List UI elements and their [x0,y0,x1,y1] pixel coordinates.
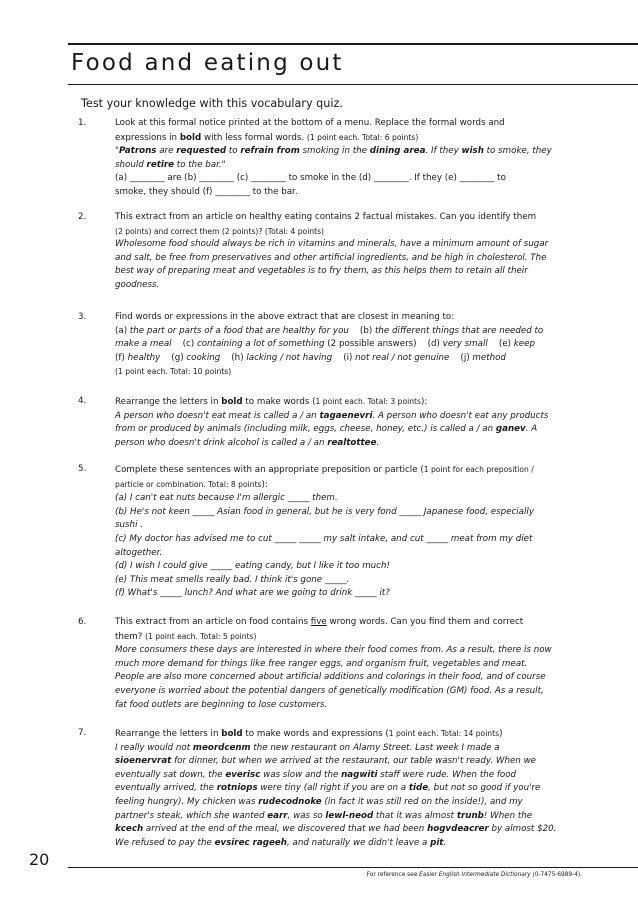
question-number: 4. [78,396,87,406]
definition-line: (f) healthy (g) cooking (h) lacking / not having (i) not real / not genuine (j) method [115,352,506,363]
story-line: We refused to pay the evsirec rageeh, and naturally we didn't leave a pit. [115,837,447,848]
story-line: feeling hungry). My chicken was rudecodnoke (in fact it was still red on the inside!), and my [115,796,523,807]
sentence-c-cont: altogether. [115,547,163,558]
points-line: (2 points) and correct them (2 points)? (Total: 4 points) [115,226,325,236]
page-number: 20 [29,850,50,869]
extract-line: and salt, be free from preservatives and other artificial ingredients, and be high in cholesterol. The [115,252,547,263]
sentence-b-cont: sushi . [115,520,144,531]
extract-line: People are also more concerned about artificial additions and colorings in their food, and of course [115,672,546,683]
sentence-e: (e) This meat smells really bad. I think it's gone _____. [115,574,350,585]
notice-text: "Patrons are requested to refrain from smoking in the dining area. If they wish to smoke, they [115,146,552,157]
points-line: (1 point each. Total: 10 points) [115,367,232,377]
story-line: eventually sat down, the everisc was slow and the nagwiti staff were rude. When the food [115,769,517,780]
instruction-line: Find words or expressions in the above extract that are closest in meaning to: [115,312,455,322]
footer-reference: For reference see Easier English Intermediate Dictionary (0-7475-6989-4). [366,872,582,878]
sentence-b: (b) He's not keen _____ Asian food in general, but he is very fond _____ Japanese food, especially [115,506,534,517]
question-number: 2. [78,212,87,222]
instruction-line: expressions in bold with less formal words. (1 point each. Total: 6 points) [115,132,419,143]
question-number: 5. [78,464,87,474]
exercise-line: from or produced by animals (including milk, eggs, cheese, honey, etc.) is called a / an ganev. A [115,424,538,435]
top-rule [68,43,638,45]
extract-line: best way of preparing meat and vegetables is to fry them, as this helps them to retain all their [115,266,528,277]
bottom-rule [68,867,638,868]
definition-line: (a) the part or parts of a food that are healthy for you (b) the different things that are needed to [115,325,544,336]
question-3 [78,311,570,379]
story-line: kcech arrived at the end of the meal, we discovered that we had been hogvdeacrer by almost $20. [115,824,557,835]
question-number: 3. [78,312,87,322]
exercise-line: A person who doesn't eat meat is called a / an tagaenevri. A person who doesn't eat any products [115,410,549,421]
question-7 [78,727,570,850]
sentence-c: (c) My doctor has advised me to cut _____ _____ my salt intake, and cut _____ meat from my diet [115,533,533,544]
extract-line: More consumers these days are interested in where their food comes from. As a result, there is now [115,645,552,656]
question-number: 7. [78,728,87,738]
extract-line: much more demand for things like free ranger eggs, and organism fruit, vegetables and meat. [115,658,528,669]
question-number: 1. [78,118,87,128]
instruction-line: particle or combination. Total: 8 points): [115,479,268,490]
question-number: 6. [78,617,87,627]
instruction-line: Rearrange the letters in bold to make words (1 point each. Total: 3 points): [115,397,428,407]
extract-line: fat food outlets are beginning to lose customers. [115,699,328,710]
question-5 [78,463,570,601]
question-4 [78,395,570,450]
notice-text: should retire to the bar." [115,159,226,170]
question-2 [78,211,570,293]
instruction-line: This extract from an article on food contains five wrong words. Can you find them and correct [115,617,524,627]
instruction-line: Rearrange the letters in bold to make words and expressions (1 point each. Total: 14 points) [115,729,503,739]
title-underline [68,84,638,85]
story-line: sioenervrat for dinner, but when we arrived at the restaurant, our table wasn't ready. When we [115,756,537,767]
story-line: eventually arrived, the rotniops were tiny (all right if you are on a tide, but not so good if you're [115,783,541,794]
answer-template: smoke, they should (f) ________ to the bar. [115,186,298,197]
extract-line: everyone is worried about the potential dangers of genetically modification (GM) food. As a result, [115,685,544,696]
instruction-line: Look at this formal notice printed at the bottom of a menu. Replace the formal words and [115,118,505,128]
story-line: I really would not meordcenm the new restaurant on Alamy Street. Last week I made a [115,742,500,753]
story-line: partner's steak, which she wanted earr, was so lewl-neod that it was almost trunb! When the [115,810,533,821]
instruction-line: them? (1 point each. Total: 5 points) [115,631,257,642]
definition-line: make a meal (c) containing a lot of something (2 possible answers) (d) very small (e) keep [115,339,535,350]
instruction-line: This extract from an article on healthy eating contains 2 factual mistakes. Can you identify them [115,212,537,222]
instruction-line: Complete these sentences with an appropriate preposition or particle (1 point for each preposition / [115,465,534,475]
extract-line: Wholesome food should always be rich in vitamins and minerals, have a minimum amount of sugar [115,239,549,250]
sentence-f: (f) What's _____ lunch? And what are we going to drink _____ it? [115,588,390,599]
intro-text: Test your knowledge with this vocabulary quiz. [81,97,343,110]
exercise-line: person who doesn't drink alcohol is called a / an realtottee. [115,437,380,448]
question-6 [78,616,570,712]
answer-template: (a) ________ are (b) ________ (c) ________ to smoke in the (d) ________. If they (e) ________ to [115,173,506,184]
question-1 [78,117,570,200]
sentence-a: (a) I can't eat nuts because I'm allergic _____ them. [115,493,338,504]
sentence-d: (d) I wish I could give _____ eating candy, but I like it too much! [115,561,390,572]
extract-line: goodness. [115,279,160,290]
page-title: Food and eating out [71,50,344,76]
